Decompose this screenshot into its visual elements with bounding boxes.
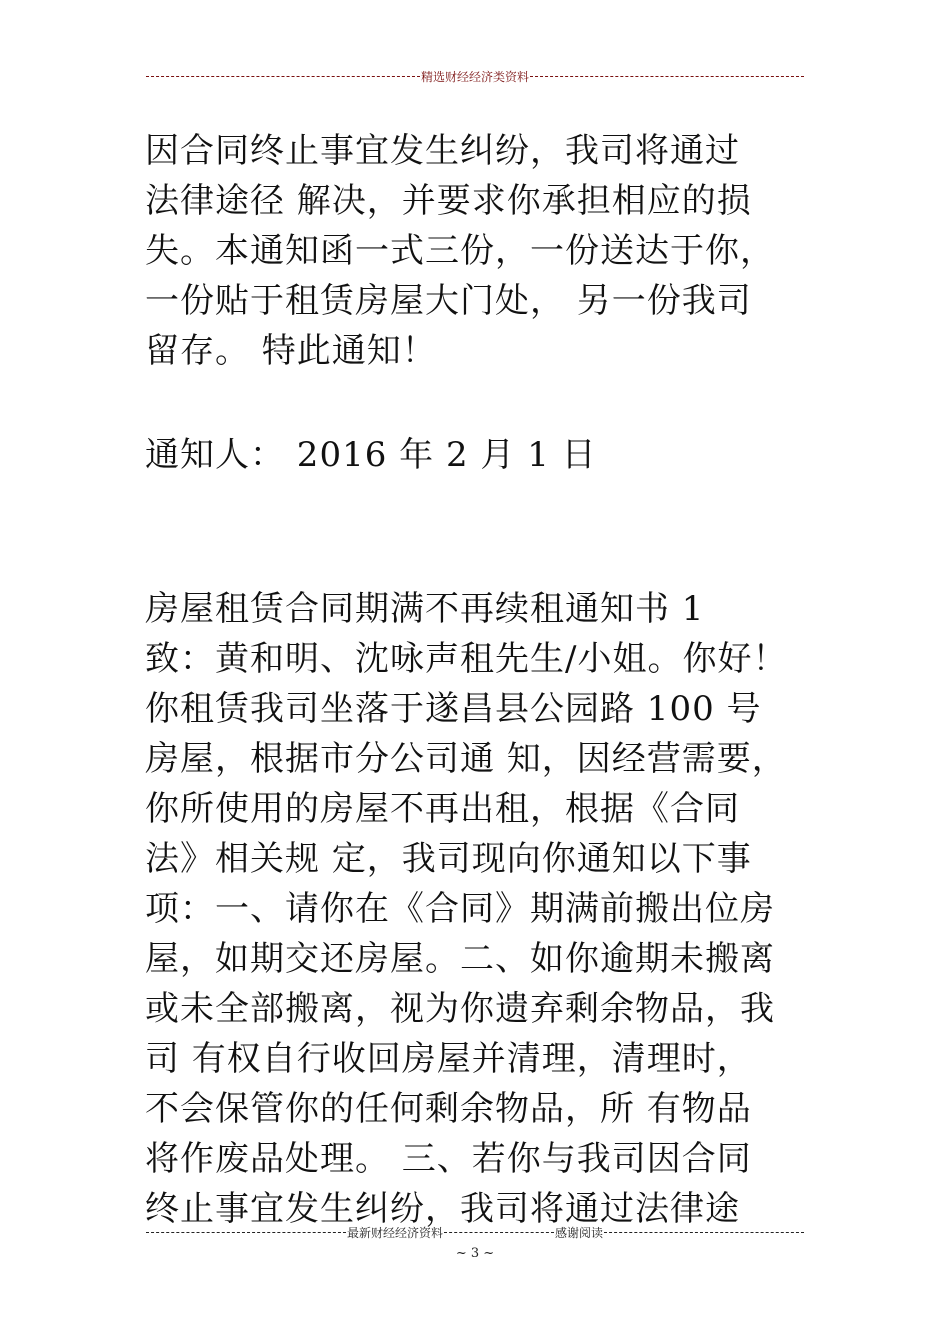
text-line: 因合同终止事宜发生纠纷，我司将通过 bbox=[145, 131, 740, 171]
text-line: 留存。 特此通知！ bbox=[145, 331, 437, 371]
spacer bbox=[145, 376, 810, 430]
text-line: 致：黄和明、沈咏声租先生/小姐。你好！ bbox=[145, 639, 788, 679]
signature-line bbox=[145, 430, 810, 480]
footer-dash-right bbox=[604, 1232, 804, 1233]
paragraph-notice-letter bbox=[145, 584, 810, 1234]
footer-dash-left bbox=[146, 1232, 346, 1233]
text-line: 法律途径 解决，并要求你承担相应的损 bbox=[145, 181, 752, 221]
header-dash-right bbox=[530, 76, 804, 77]
footer-left-text: 最新财经经济资料 bbox=[346, 1225, 443, 1240]
footer-dash-middle bbox=[444, 1232, 554, 1233]
text-line: 不会保管你的任何剩余物品，所 有物品 bbox=[145, 1089, 752, 1129]
spacer bbox=[145, 480, 810, 584]
header-dash-left bbox=[146, 76, 420, 77]
header-title: 精选财经经济类资料 bbox=[421, 69, 530, 84]
footer-right-text: 感谢阅读 bbox=[555, 1225, 604, 1240]
text-line: 将作废品处理。 三、若你与我司因合同 bbox=[145, 1139, 752, 1179]
text-line: 失。本通知函一式三份，一份送达于你， bbox=[145, 231, 775, 271]
text-line: 司 有权自行收回房屋并清理，清理时， bbox=[145, 1039, 752, 1079]
text-line: 你租赁我司坐落于遂昌县公园路 100 号 bbox=[145, 689, 762, 729]
page-footer bbox=[145, 1222, 805, 1242]
document-body bbox=[145, 126, 810, 1234]
text-line: 屋，如期交还房屋。二、如你逾期未搬离 bbox=[145, 939, 775, 979]
text-line: 项：一、请你在《合同》期满前搬出位房 bbox=[145, 889, 775, 929]
text-line: 或未全部搬离，视为你遗弃剩余物品，我 bbox=[145, 989, 775, 1029]
text-line: 房屋，根据市分公司通 知，因经营需要， bbox=[145, 739, 787, 779]
paragraph-notice-closing bbox=[145, 126, 810, 376]
signature-text: 通知人： 2016 年 2 月 1 日 bbox=[145, 435, 597, 475]
text-line: 法》相关规 定，我司现向你通知以下事 bbox=[145, 839, 752, 879]
notice-title: 房屋租赁合同期满不再续租通知书 1 bbox=[145, 589, 705, 629]
text-line: 终止事宜发生纠纷，我司将通过法律途 bbox=[145, 1189, 740, 1229]
page-number: ~ 3 ~ bbox=[455, 1246, 495, 1261]
text-line: 一份贴于租赁房屋大门处， 另一份我司 bbox=[145, 281, 752, 321]
page-header bbox=[145, 66, 805, 86]
text-line: 你所使用的房屋不再出租，根据《合同 bbox=[145, 789, 740, 829]
